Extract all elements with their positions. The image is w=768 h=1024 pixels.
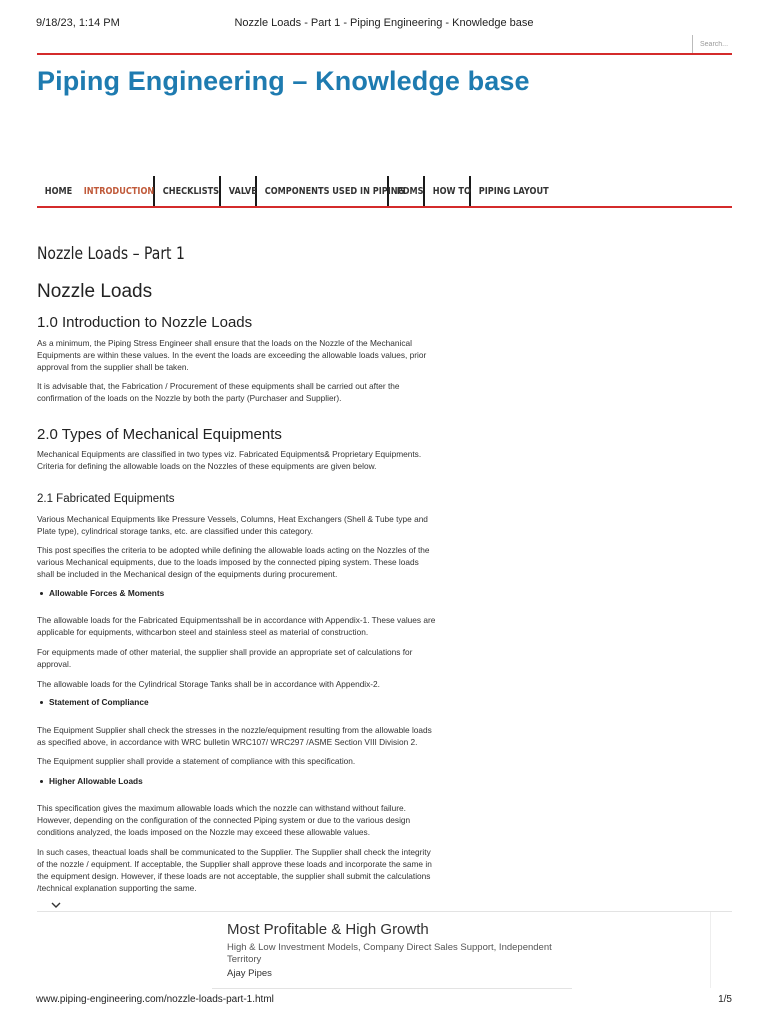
bullet-item	[40, 776, 143, 786]
paragraph: In such cases, theactual loads shall be communicated to the Supplier. The Supplier shall check the integrity of the nozzle / equipment. If acceptable, the Supplier shall approve these loads and incorporate the same in the equipment design. However, if these loads are not acceptable, the supplier shall submit the calculations /technical explanation supporting the same.	[37, 847, 432, 893]
paragraph: The Equipment Supplier shall check the stresses in the nozzle/equipment resulting from the allowable loads as specified above, in accordance with WRC bulletin WRC107/ WRC297 /ASME Section VIII Division 2.	[37, 725, 432, 747]
bullet-icon	[40, 701, 43, 704]
header-rule	[37, 53, 732, 55]
bullet-icon	[40, 592, 43, 595]
nav-item-components[interactable]: COMPONENTS USED IN PIPING	[264, 186, 405, 197]
paragraph: For equipments made of other material, the supplier shall provide an appropriate set of calculations for approval.	[37, 647, 413, 669]
nav-item-pdms[interactable]: PDMS	[396, 186, 424, 197]
search-input[interactable]	[696, 36, 736, 52]
print-datetime: 9/18/23, 1:14 PM	[36, 17, 120, 29]
post-title[interactable]: Nozzle Loads – Part 1	[37, 244, 185, 264]
nav-item-checklists[interactable]: CHECKLISTS	[162, 186, 220, 197]
paragraph: This post specifies the criteria to be adopted while defining the allowable loads acting on the Nozzles of the various Mechanical equipments, due to the loads imposed by the connected piping system. These loads shall be included in the Mechanical design of the equipments during procurement.	[37, 545, 430, 579]
bullet-label: Higher Allowable Loads	[49, 776, 143, 786]
section-heading-2: 2.0 Types of Mechanical Equipments	[37, 426, 282, 443]
site-title[interactable]: Piping Engineering – Knowledge base	[37, 66, 530, 96]
search-divider	[692, 35, 693, 53]
bullet-icon	[40, 780, 43, 783]
bullet-label: Allowable Forces & Moments	[49, 588, 165, 598]
print-page-number: 1/5	[718, 994, 732, 1005]
nav-item-introduction[interactable]: INTRODUCTION	[83, 186, 155, 197]
article-heading: Nozzle Loads	[37, 281, 153, 302]
main-nav	[37, 176, 551, 207]
print-document-title: Nozzle Loads - Part 1 - Piping Engineering - Knowledge base	[234, 17, 534, 29]
paragraph: This specification gives the maximum allowable loads which the nozzle can withstand without failure. However, depending on the configuration of the connected Piping system or due to the various design conditions analyzed, the loads imposed on the Nozzle may exceed these allowable values.	[37, 803, 411, 837]
paragraph: The Equipment supplier shall provide a statement of compliance with this specification.	[37, 756, 356, 766]
bullet-item	[40, 697, 149, 707]
paragraph: The allowable loads for the Fabricated Equipmentsshall be in accordance with Appendix-1. These values are applicable for equipments, withcarbon steel and stainless steel as material of construction.	[37, 615, 436, 637]
paragraph: Mechanical Equipments are classified in two types viz. Fabricated Equipments& Proprietary Equipments. Criteria for defining the allowable loads on the Nozzles of these equipments are given below.	[37, 449, 422, 471]
nav-item-home[interactable]: HOME	[44, 186, 73, 197]
section-heading-2-1: 2.1 Fabricated Equipments	[37, 493, 175, 505]
nav-item-piping-layout[interactable]: PIPING LAYOUT	[478, 186, 549, 197]
paragraph: As a minimum, the Piping Stress Engineer shall ensure that the loads on the Nozzle of the Mechanical Equipments are within these values. In the event the loads are exceeding the allowable loads values, prior approval from the supplier shall be taken.	[37, 338, 427, 372]
paragraph: It is advisable that, the Fabrication / Procurement of these equipments shall be carried out after the confirmation of the loads on the Nozzle by both the party (Purchaser and Supplier).	[37, 381, 400, 403]
bullet-label: Statement of Compliance	[49, 697, 149, 707]
paragraph: The allowable loads for the Cylindrical Storage Tanks shall be in accordance with Appendix-2.	[37, 679, 380, 689]
paragraph: Various Mechanical Equipments like Pressure Vessels, Columns, Heat Exchangers (Shell & Tube type and Plate type), cylindrical storage tanks, etc. are classified under this category.	[37, 514, 428, 536]
section-heading-1: 1.0 Introduction to Nozzle Loads	[37, 314, 253, 331]
nav-rule	[37, 206, 732, 208]
nav-item-how-to[interactable]: HOW TO	[432, 186, 471, 197]
ad-divider	[212, 988, 572, 989]
nav-item-valve[interactable]: VALVE	[228, 186, 257, 197]
ad-title[interactable]: Most Profitable & High Growth	[227, 921, 429, 938]
ad-brand: Ajay Pipes	[227, 968, 272, 979]
print-url: www.piping-engineering.com/nozzle-loads-part-1.html	[36, 994, 274, 1005]
chevron-down-icon[interactable]	[50, 900, 62, 910]
bullet-item	[40, 588, 164, 598]
ad-description: High & Low Investment Models, Company Direct Sales Support, Independent Territory	[227, 942, 552, 965]
